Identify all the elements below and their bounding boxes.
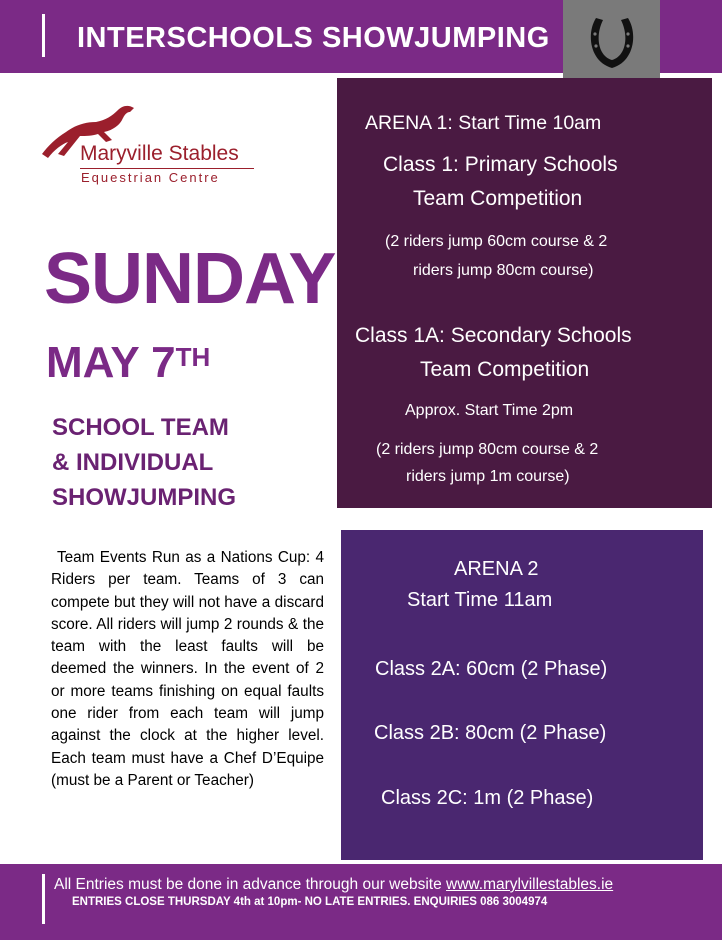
event-headline — [52, 410, 236, 515]
footer-entries-label: All Entries must be done in advance through our website — [54, 876, 447, 893]
event-headline-line: & INDIVIDUAL — [52, 449, 214, 476]
class-1-note: (2 riders jump 60cm course & 2 — [385, 233, 608, 250]
class-1a-title: Class 1A: Secondary Schools — [355, 324, 632, 347]
event-date — [46, 338, 210, 388]
arena-1-heading: ARENA 1: Start Time 10am — [365, 112, 602, 134]
class-1a-note: riders jump 1m course) — [406, 468, 570, 485]
maryville-logo — [40, 102, 270, 192]
team-info-lead: Team Events Run as a Nations Cup: — [57, 549, 311, 566]
logo-brand-name: Maryville Stables — [80, 142, 239, 165]
arena-1-panel — [337, 78, 712, 508]
event-day: SUNDAY — [44, 239, 336, 319]
event-headline-line: SHOWJUMPING — [52, 484, 237, 511]
logo-divider — [80, 168, 254, 169]
arena-2-class: Class 2A: 60cm (2 Phase) — [375, 658, 608, 680]
class-1-note: riders jump 80cm course) — [413, 262, 594, 279]
class-1a-note: (2 riders jump 80cm course & 2 — [376, 441, 599, 458]
class-1a-start-time: Approx. Start Time 2pm — [405, 402, 574, 419]
website-link[interactable]: www.marylvillestables.ie — [446, 876, 614, 893]
arena-2-heading: ARENA 2 — [454, 558, 539, 580]
arena-2-start-time: Start Time 11am — [407, 589, 553, 611]
arena-2-panel — [341, 530, 703, 860]
arena-2-class: Class 2C: 1m (2 Phase) — [381, 787, 594, 809]
event-headline-line: SCHOOL TEAM — [52, 414, 229, 441]
class-1a-subtitle: Team Competition — [420, 358, 590, 381]
team-info-body: 4 Riders per team. Teams of 3 can compete but they will not have a discard score. All riders will jump 2 rounds & the team with the least faults will be deemed the winners. In the event of 2 or more teams finishing on equal faults one rider from each team will jump against the clock at the higher level. Each team must have a Chef D’Equipe (must be a Parent or Teacher) — [51, 549, 324, 789]
event-date-suffix: TH — [175, 342, 211, 372]
horseshoe-panel — [563, 0, 660, 80]
class-1-title: Class 1: Primary Schools — [383, 153, 618, 176]
footer-bar — [0, 864, 722, 940]
class-1-subtitle: Team Competition — [413, 187, 583, 210]
event-date-main: MAY 7 — [46, 338, 176, 387]
logo-subtitle: Equestrian Centre — [81, 170, 220, 185]
header-accent-line — [42, 14, 45, 57]
arena-2-class: Class 2B: 80cm (2 Phase) — [374, 722, 607, 744]
horseshoe-icon — [588, 14, 636, 72]
page-title: INTERSCHOOLS SHOWJUMPING — [77, 22, 550, 54]
footer-notice: ENTRIES CLOSE THURSDAY 4th at 10pm- NO LATE ENTRIES. ENQUIRIES 086 3004974 — [72, 896, 548, 908]
footer-accent-line — [42, 874, 45, 924]
team-info — [51, 547, 324, 792]
footer-entries-text — [54, 876, 613, 894]
